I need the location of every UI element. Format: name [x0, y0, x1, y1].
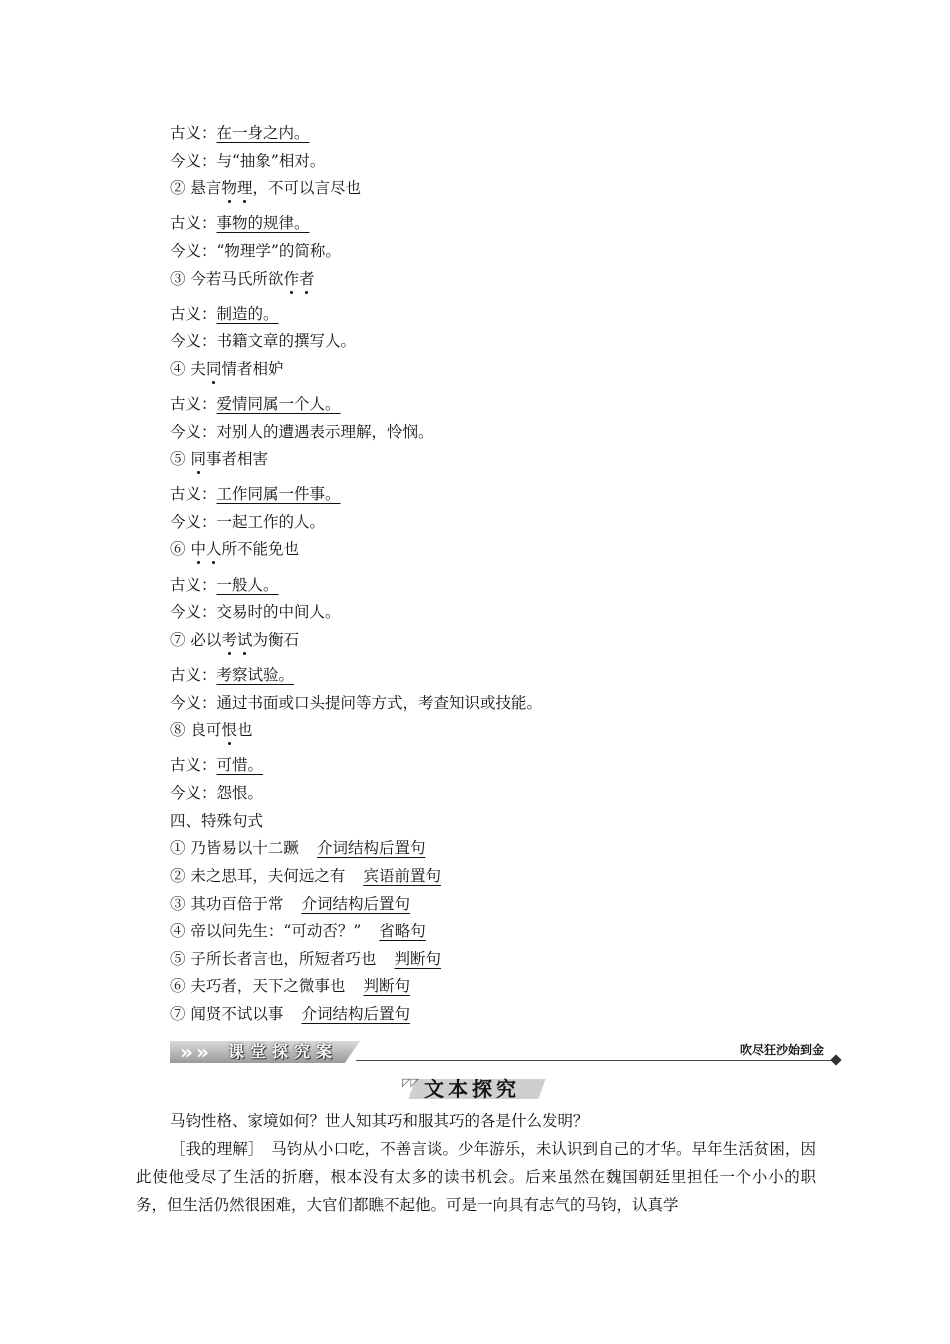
example-4: [170, 358, 283, 380]
example-2: [170, 177, 361, 199]
emphasis-char: 物: [221, 179, 237, 197]
example-3: [170, 268, 314, 290]
answer-blank: 在一身之内。: [216, 124, 310, 142]
label: 古义：: [170, 214, 217, 232]
sentence-item: [170, 920, 426, 942]
jin-yi-line-8: 今义：怨恨。: [170, 784, 264, 802]
example-8: [170, 719, 252, 741]
answer-blank: 工作同属一件事。: [216, 485, 341, 503]
gu-yi-line-8: [170, 754, 277, 776]
question-text: 马钧性格、家境如何？世人知其巧和服其巧的各是什么发明？: [170, 1112, 589, 1130]
sentence-text: ⑥ 夫巧者，天下之微事也: [170, 977, 346, 995]
example-text: ③ 今若马氏所欲: [170, 270, 284, 288]
gu-yi-line-7: [170, 664, 308, 686]
jin-yi-line-1: 今义：与“抽象”相对。: [170, 152, 326, 170]
answer-blank: 一般人。: [216, 576, 279, 594]
sentence-item: [170, 948, 441, 970]
sentence-item: [170, 837, 425, 859]
sentence-text: ④ 帝以问先生：“可动否？”: [170, 922, 362, 940]
emphasis-char: 试: [236, 631, 253, 649]
emphasis-char: 人: [205, 540, 222, 558]
emphasis-char: 考: [221, 631, 237, 649]
jin-yi-line-3: 今义：书籍文章的撰写人。: [170, 332, 357, 350]
sentence-text: ③ 其功百倍于常: [170, 895, 284, 913]
emphasis-char: 同: [190, 450, 206, 468]
example-text: 事者相害: [205, 450, 268, 468]
banner-rule: [356, 1060, 832, 1061]
gu-yi-line-1: [170, 122, 324, 144]
section-heading-special-sentences: 四、特殊句式: [170, 812, 264, 830]
answer-blank: 考察试验。: [216, 666, 295, 684]
label: 古义：: [170, 485, 217, 503]
label: 古义：: [170, 124, 217, 142]
emphasis-char: 同: [205, 360, 222, 378]
sentence-item: [170, 1003, 410, 1025]
answer-blank: 判断句: [394, 950, 441, 968]
example-text: ② 悬言: [170, 179, 222, 197]
answer-blank: 可惜。: [216, 756, 264, 774]
example-6: [170, 538, 299, 560]
decoration-icon: ◸◸: [402, 1076, 419, 1089]
sentence-item: [170, 975, 410, 997]
example-text: ⑧ 良可: [170, 721, 222, 739]
sentence-text: ② 未之思耳，夫何远之有: [170, 867, 346, 885]
gu-yi-line-2: [170, 212, 324, 234]
section-header: [400, 1076, 550, 1102]
banner-motto: 吹尽狂沙始到金: [739, 1043, 824, 1057]
example-5: [170, 448, 268, 470]
gu-yi-line-4: [170, 393, 355, 415]
example-text: ⑤: [170, 450, 191, 468]
sentence-text: ⑤ 子所长者言也，所短者巧也: [170, 950, 377, 968]
example-text: 所不能免也: [221, 540, 299, 558]
answer-blank: 判断句: [363, 977, 410, 995]
gu-yi-line-3: [170, 303, 293, 325]
example-text: ⑦ 必以: [170, 631, 222, 649]
example-text: 情者相妒: [221, 360, 284, 378]
chevron-right-icon: »: [196, 1040, 209, 1064]
chevron-right-icon: »: [180, 1040, 193, 1064]
gu-yi-line-5: [170, 483, 355, 505]
example-text: ，不可以言尽也: [252, 179, 361, 197]
label: 古义：: [170, 395, 217, 413]
emphasis-char: 者: [298, 270, 315, 288]
label: 古义：: [170, 576, 217, 594]
answer-blank: 制造的。: [216, 305, 279, 323]
answer-blank: 省略句: [379, 922, 426, 940]
answer-blank: 介词结构后置句: [301, 895, 410, 913]
section-title: 文本探究: [424, 1077, 520, 1101]
emphasis-char: 理: [236, 179, 253, 197]
label: 古义：: [170, 666, 217, 684]
jin-yi-line-7: 今义：通过书面或口头提问等方式，考查知识或技能。: [170, 694, 543, 712]
answer-blank: 介词结构后置句: [301, 1005, 410, 1023]
example-7: [170, 629, 299, 651]
sentence-text: ⑦ 闻贤不试以事: [170, 1005, 284, 1023]
sentence-item: [170, 865, 441, 887]
jin-yi-line-4: 今义：对别人的遭遇表示理解，怜悯。: [170, 423, 434, 441]
diamond-icon: [830, 1054, 841, 1065]
answer-blank: 爱情同属一个人。: [216, 395, 341, 413]
answer-paragraph: ［我的理解］ 马钧从小口吃，不善言谈。少年游乐，未认识到自己的才华。早年生活贫困，因此使他受尽了生活的折磨，根本没有太多的读书机会。后来虽然在魏国朝廷里担任一个小小的职务，但生活仍然很困难，大官们都瞧不起他。可是一向具有志气的马钧，认真学: [136, 1140, 816, 1214]
example-text: ④ 夫: [170, 360, 206, 378]
jin-yi-line-2: 今义：“物理学”的简称。: [170, 242, 341, 260]
emphasis-char: 中: [190, 540, 206, 558]
answer-blank: 宾语前置句: [363, 867, 441, 885]
label: 古义：: [170, 756, 217, 774]
gu-yi-line-6: [170, 574, 293, 596]
answer-blank: 介词结构后置句: [316, 839, 426, 857]
classroom-banner: [170, 1040, 840, 1064]
example-text: ⑥: [170, 540, 191, 558]
emphasis-char: 恨: [221, 721, 237, 739]
emphasis-char: 作: [283, 270, 299, 288]
jin-yi-line-5: 今义：一起工作的人。: [170, 513, 326, 531]
jin-yi-line-6: 今义：交易时的中间人。: [170, 603, 341, 621]
example-text: 也: [236, 721, 253, 739]
sentence-text: ① 乃皆易以十二蹶: [170, 839, 299, 857]
example-text: 为衡石: [252, 631, 299, 649]
label: 古义：: [170, 305, 217, 323]
answer-blank: 事物的规律。: [216, 214, 310, 232]
sentence-item: [170, 893, 410, 915]
banner-title: 课堂探究案: [228, 1042, 339, 1061]
